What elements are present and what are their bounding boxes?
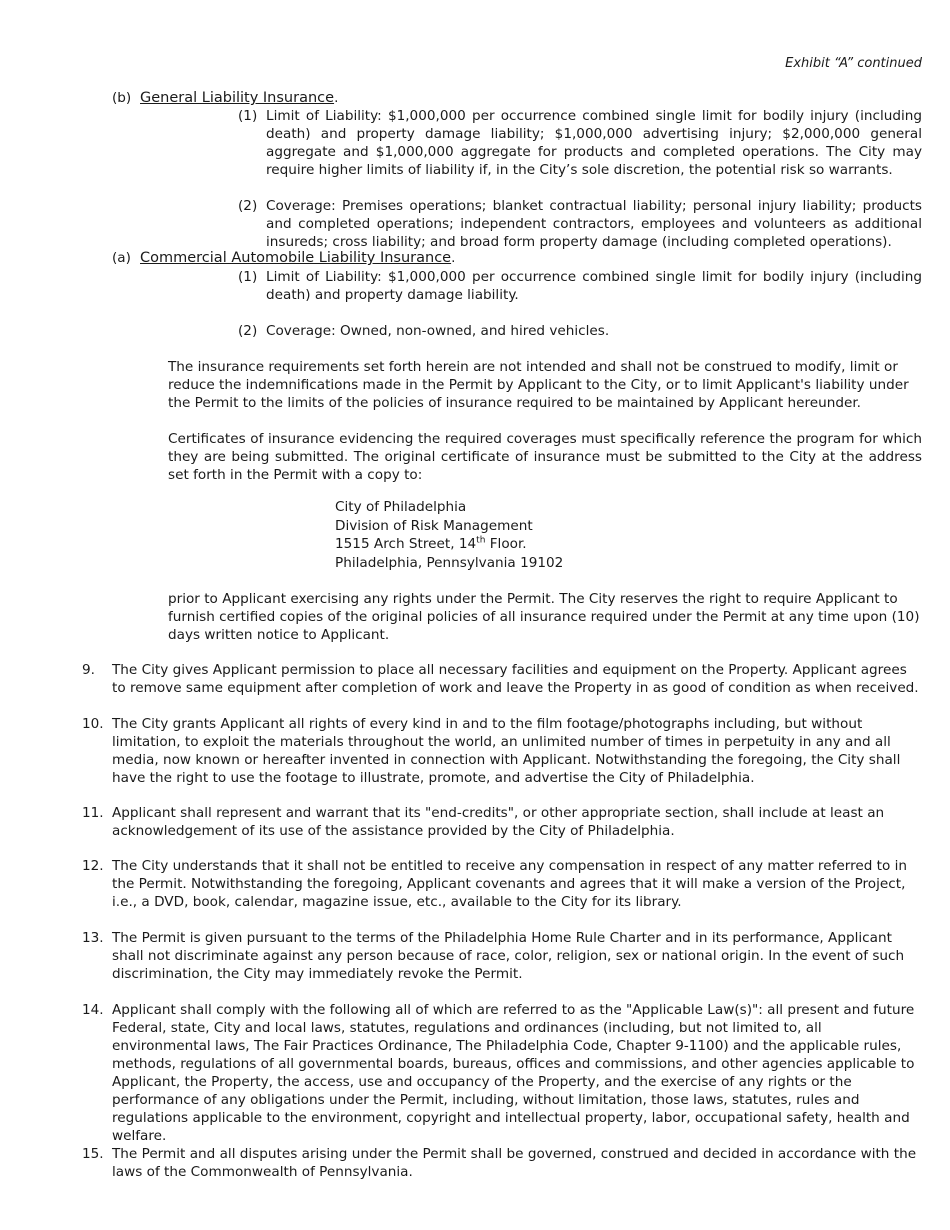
numbered-clause-15	[82, 1145, 922, 1181]
clause-text: The City grants Applicant all rights of every kind in and to the film footage/photographs including, but without limitation, to exploit the materials throughout the world, an unlimited number of times in perpetuity in any and all media, now known or hereafter invented in connection with Applicant. Notwithstanding the foregoing, the City shall have the right to use the footage to illustrate, promote, and advertise the City of Philadelphia.	[112, 716, 901, 786]
auto-coverage-item	[238, 322, 922, 340]
item-number: (1)	[238, 108, 258, 124]
prior-to-paragraph: prior to Applicant exercising any rights under the Permit. The City reserves the right to require Applicant to furnish certified copies of the original policies of all insurance required under the Permit at any time upon (10) days written notice to Applicant.	[168, 591, 920, 643]
section-label: (b)	[112, 90, 132, 106]
section-title: General Liability Insurance	[140, 90, 335, 106]
section-title: Commercial Automobile Liability Insurance	[140, 250, 452, 266]
numbered-clause-14	[82, 1001, 922, 1145]
auto-liability-heading: (a) Commercial Automobile Liability Insurance.	[112, 250, 456, 266]
address-line: City of Philadelphia	[335, 499, 467, 515]
general-liability-heading: (b) General Liability Insurance.	[112, 90, 339, 106]
address-block	[335, 498, 563, 573]
certificates-paragraph: Certificates of insurance evidencing the required coverages must specifically reference the program for which they are being submitted. The original certificate of insurance must be submitted to the City at the address set forth in the Permit with a copy to:	[168, 431, 922, 483]
clause-text: Applicant shall comply with the following all of which are referred to as the "Applicable Law(s)": all present and future Federal, state, City and local laws, statutes, regulations and ordinances (including, but not limited to, all environmental laws, The Fair Practices Ordinance, The Philadelphia Code, Chapter 9-1100) and the applicable rules, methods, regulations of all governmental boards, bureaus, offices and commissions, and other agencies applicable to Applicant, the Property, the access, use and occupancy of the Property, and the exercise of any rights or the performance of any obligations under the Permit, including, without limitation, those laws, statutes, rules and regulations applicable to the environment, copyright and intellectual property, labor, occupational safety, health and welfare.	[112, 1002, 915, 1144]
gl-limit-item	[238, 107, 922, 179]
numbered-clause-10	[82, 715, 922, 787]
item-text: Coverage: Premises operations; blanket contractual liability; personal injury liability; products and completed operations; independent contractors, employees and volunteers as additional insureds; cross liability; and broad form property damage (including completed operations).	[266, 198, 922, 250]
insurance-requirements-paragraph: The insurance requirements set forth herein are not intended and shall not be construed to modify, limit or reduce the indemnifications made in the Permit by Applicant to the City, or to limit Applicant's liability under the Permit to the limits of the policies of insurance required to be maintained by Applicant hereunder.	[168, 359, 909, 411]
address-line: Division of Risk Management	[335, 517, 533, 534]
item-number: (2)	[238, 198, 258, 214]
numbered-clause-9	[82, 661, 922, 697]
item-number: (1)	[238, 269, 258, 285]
clause-text: The City understands that it shall not be entitled to receive any compensation in respect of any matter referred to in the Permit. Notwithstanding the foregoing, Applicant covenants and agrees that it will make a version of the Project, i.e., a DVD, book, calendar, magazine issue, etc., available to the City for its library.	[112, 858, 908, 910]
gl-coverage-item	[238, 197, 922, 251]
clause-number: 15.	[82, 1146, 104, 1162]
clause-text: The Permit is given pursuant to the terms of the Philadelphia Home Rule Charter and in its performance, Applicant shall not discriminate against any person because of race, color, religion, sex or national origin. In the event of such discrimination, the City may immediately revoke the Permit.	[112, 930, 905, 982]
clause-number: 14.	[82, 1002, 104, 1018]
item-text: Limit of Liability: $1,000,000 per occurrence combined single limit for bodily injury (including death) and property damage liability.	[266, 269, 922, 303]
numbered-clause-12	[82, 857, 922, 911]
clause-number: 9.	[82, 662, 95, 678]
section-label: (a)	[112, 250, 131, 266]
item-text: Coverage: Owned, non-owned, and hired vehicles.	[266, 323, 610, 339]
exhibit-header: Exhibit “A” continued	[785, 56, 922, 71]
address-line: 1515 Arch Street, 14th Floor.	[335, 535, 527, 553]
clause-text: The Permit and all disputes arising under the Permit shall be governed, construed and decided in accordance with the laws of the Commonwealth of Pennsylvania.	[112, 1146, 917, 1180]
clause-text: Applicant shall represent and warrant that its "end-credits", or other appropriate section, shall include at least an acknowledgement of its use of the assistance provided by the City of Philadelphia.	[112, 805, 885, 839]
numbered-clause-13	[82, 929, 922, 983]
clause-number: 11.	[82, 805, 104, 821]
item-number: (2)	[238, 323, 258, 339]
address-line: Philadelphia, Pennsylvania 19102	[335, 555, 564, 572]
auto-limit-item	[238, 268, 922, 304]
item-text: Limit of Liability: $1,000,000 per occurrence combined single limit for bodily injury (including death) and property damage liability; $1,000,000 advertising injury; $2,000,000 general aggregate and $1,000,000 aggregate for products and completed operations. The City may require higher limits of liability if, in the City’s sole discretion, the potential risk so warrants.	[266, 108, 922, 178]
clause-number: 12.	[82, 858, 104, 874]
clause-number: 10.	[82, 716, 104, 732]
clause-text: The City gives Applicant permission to place all necessary facilities and equipment on the Property. Applicant agrees to remove same equipment after completion of work and leave the Property in as good of condition as when received.	[112, 662, 919, 696]
numbered-clause-11	[82, 804, 922, 840]
clause-number: 13.	[82, 930, 104, 946]
